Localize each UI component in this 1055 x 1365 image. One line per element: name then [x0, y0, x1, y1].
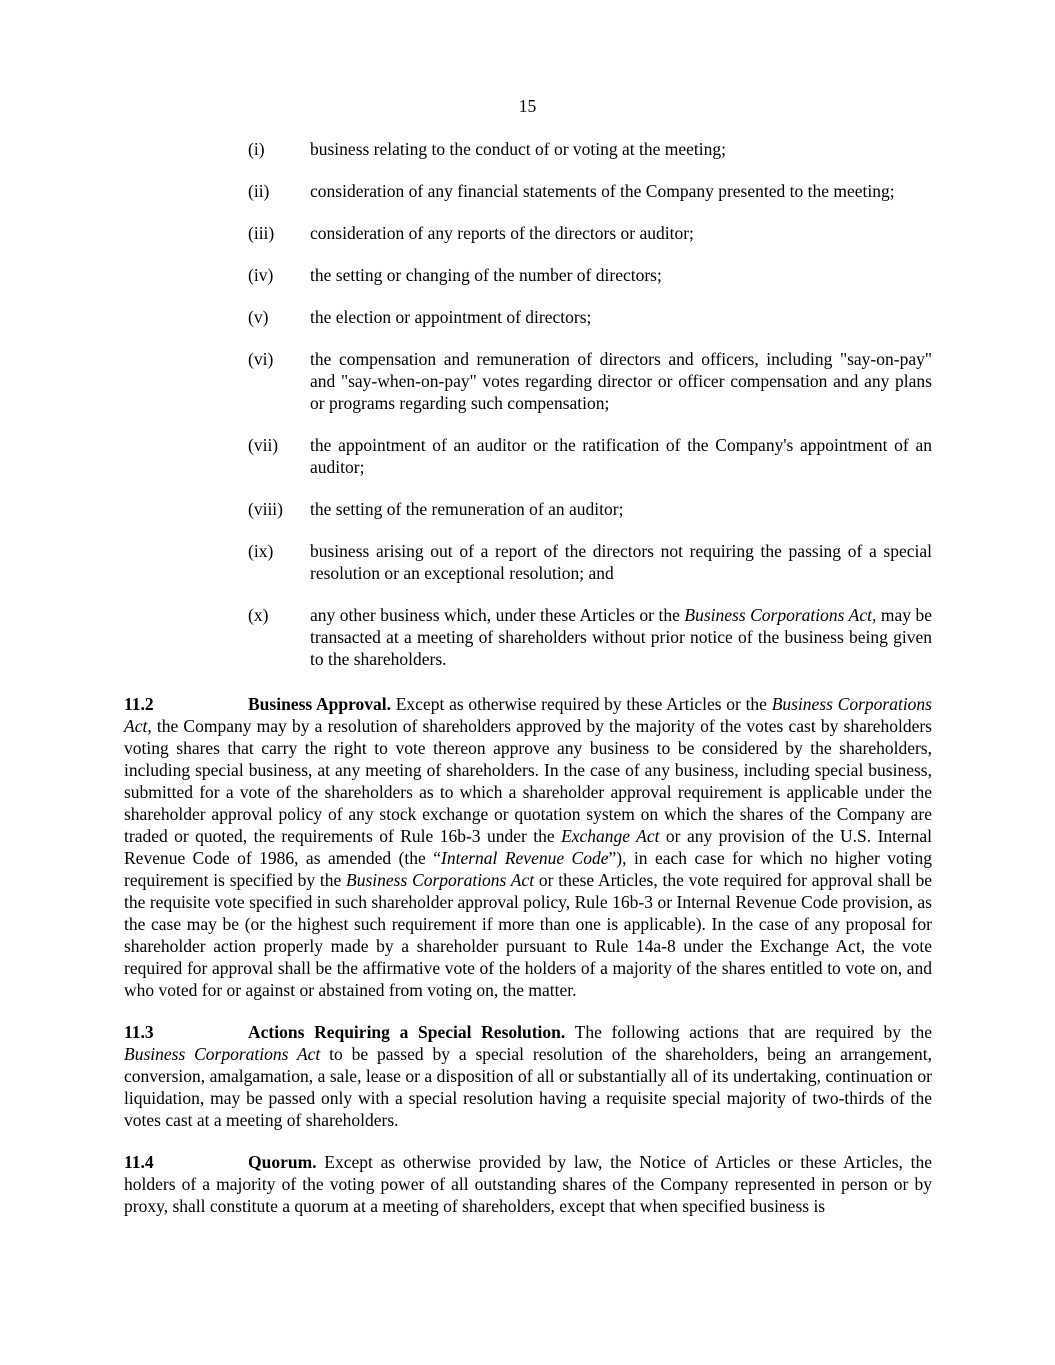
list-item-number: (iv): [248, 265, 274, 285]
list-item: [248, 604, 932, 670]
section-text: to be passed by a special resolution of the shareholders, being an arrangement, conversion, amalgamation, a sale, lease or a disposition of all or substantially all of its undertaking, continuation or liquidation, may be passed only with a special resolution having a requisite special majority of two-thirds of the votes cast at a meeting of shareholders.: [124, 1044, 932, 1130]
section-text: The following actions that are required by the: [565, 1022, 932, 1042]
section-number: 11.2: [124, 694, 154, 714]
list-item-text: the setting of the remuneration of an auditor;: [310, 499, 624, 519]
list-item: [248, 180, 932, 202]
page-number: 15: [518, 96, 537, 116]
section-title: Actions Requiring a Special Resolution.: [248, 1022, 566, 1042]
list-item-text: , may be transacted at a meeting of shareholders without prior notice of the business being given to the shareholders.: [310, 605, 932, 669]
list-item-number: (ii): [248, 181, 270, 201]
act-name-italic: Business Corporations Act: [684, 605, 872, 625]
list-item-text: the setting or changing of the number of directors;: [310, 265, 662, 285]
list-item-text: business relating to the conduct of or voting at the meeting;: [310, 139, 727, 159]
list-item-number: (v): [248, 307, 269, 327]
list-item: [248, 540, 932, 584]
list-item-number: (x): [248, 605, 269, 625]
list-item-text: the appointment of an auditor or the ratification of the Company's appointment of an auditor;: [310, 435, 932, 477]
section-text: Except as otherwise required by these Articles or the: [391, 694, 772, 714]
list-item-text: business arising out of a report of the directors not requiring the passing of a special resolution or an exceptional resolution; and: [310, 541, 932, 583]
list-item-number: (vii): [248, 435, 279, 455]
list-item-number: (ix): [248, 541, 274, 561]
section-text: or these Articles, the vote required for approval shall be the requisite vote specified in such shareholder approval policy, Rule 16b-3 or Internal Revenue Code provision, as the case may be (or the highest such requirement if more than one is applicable). In the case of any proposal for shareholder action properly made by a shareholder pursuant to Rule 14a-8 under the Exchange Act, the vote required for approval shall be the affirmative vote of the holders of a majority of the shares entitled to vote on, and who voted for or against or abstained from voting on, the matter.: [124, 870, 932, 1000]
list-item: [248, 498, 932, 520]
list-item-text: consideration of any financial statements of the Company presented to the meeting;: [310, 181, 895, 201]
section-text: Except as otherwise provided by law, the Notice of Articles or these Articles, the holders of a majority of the voting power of all outstanding shares of the Company represented in person or by proxy, shall constitute a quorum at a meeting of shareholders, except that when specified business is: [124, 1152, 932, 1216]
list-item-number: (viii): [248, 499, 283, 519]
list-item: [248, 222, 932, 244]
list-item: [248, 138, 932, 160]
section-11-3: [124, 1021, 932, 1131]
list-item: [248, 306, 932, 328]
business-items-list: [248, 138, 932, 690]
section-number: 11.3: [124, 1022, 154, 1042]
list-item-number: (vi): [248, 349, 274, 369]
list-item-number: (i): [248, 139, 265, 159]
section-italic-text: Business Corporations Act: [124, 1044, 321, 1064]
section-title: Business Approval.: [248, 694, 392, 714]
section-text: ”), in each case for which no higher voting requirement is specified by the: [124, 848, 932, 890]
section-italic-text: Internal Revenue Code: [441, 848, 609, 868]
list-item: [248, 264, 932, 286]
article-sections: [124, 693, 932, 1237]
section-11-2: [124, 693, 932, 1001]
list-item-text: any other business which, under these Articles or the: [310, 605, 685, 625]
section-italic-text: Exchange Act: [561, 826, 660, 846]
list-item-text: the election or appointment of directors;: [310, 307, 592, 327]
section-italic-text: Business Corporations Act: [346, 870, 535, 890]
list-item: [248, 434, 932, 478]
section-11-4: [124, 1151, 932, 1217]
list-item-text: the compensation and remuneration of directors and officers, including "say-on-pay" and "say-when-on-pay" votes regarding director or officer compensation and any plans or programs regarding such compensation;: [310, 349, 932, 413]
list-item: [248, 348, 932, 414]
section-text: , the Company may by a resolution of shareholders approved by the majority of the votes cast by shareholders voting shares that carry the right to vote thereon approve any business to be considered by the shareholders, including special business, at any meeting of shareholders. In the case of any business, including special business, submitted for a vote of the shareholders as to which a shareholder approval requirement is applicable under the shareholder approval policy of any stock exchange or quotation system on which the shares of the Company are traded or quoted, the requirements of Rule 16b-3 under the: [124, 716, 932, 846]
section-text: or any provision of the U.S. Internal Revenue Code of 1986, as amended (the “: [124, 826, 932, 868]
list-item-number: (iii): [248, 223, 275, 243]
section-italic-text: Business Corporations Act: [124, 694, 932, 736]
section-number: 11.4: [124, 1152, 154, 1172]
section-title: Quorum.: [248, 1152, 317, 1172]
list-item-text: consideration of any reports of the directors or auditor;: [310, 223, 694, 243]
